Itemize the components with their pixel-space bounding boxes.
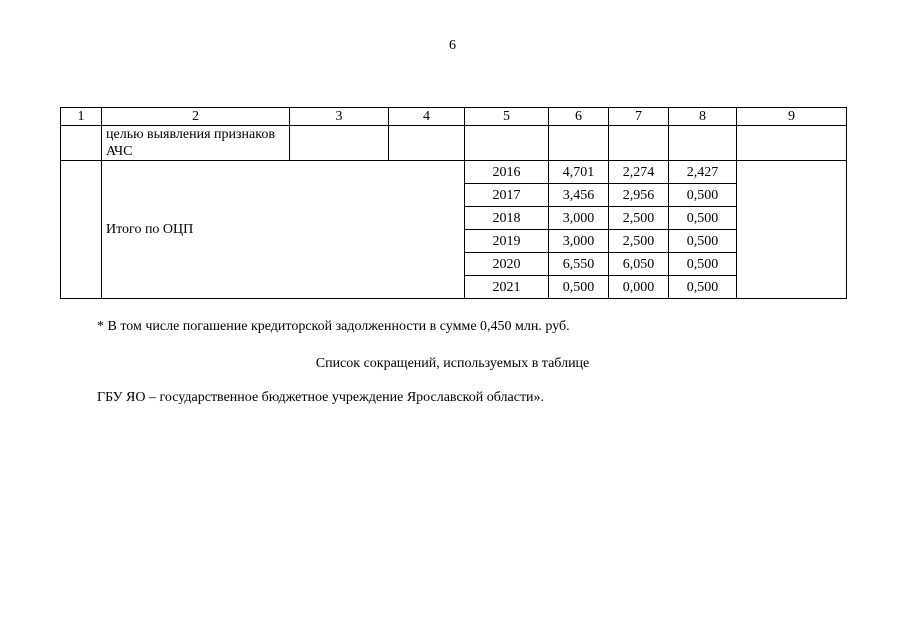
value-cell: 0,500 [549,276,609,299]
header-cell: 2 [102,108,290,126]
header-cell: 8 [669,108,737,126]
value-cell: 4,701 [549,161,609,184]
header-cell: 4 [389,108,465,126]
abbreviations-title: Список сокращений, используемых в таблице [315,356,590,371]
table-cell [549,126,609,161]
table-row [61,126,847,161]
year-cell: 2016 [465,161,549,184]
value-cell: 3,000 [549,207,609,230]
value-cell: 0,000 [609,276,669,299]
value-cell: 6,050 [609,253,669,276]
abbreviation-entry: ГБУ ЯО – государственное бюджетное учреждение Ярославской области». [97,390,545,405]
year-cell: 2019 [465,230,549,253]
value-cell: 2,500 [609,230,669,253]
table-cell [609,126,669,161]
value-cell: 0,500 [669,207,737,230]
header-cell: 5 [465,108,549,126]
year-cell: 2021 [465,276,549,299]
header-cell: 3 [290,108,389,126]
value-cell: 2,274 [609,161,669,184]
table-cell [737,161,847,299]
total-label: Итого по ОЦП [102,161,465,299]
year-cell: 2017 [465,184,549,207]
header-cell: 1 [61,108,102,126]
table-cell [737,126,847,161]
continued-row-text: целью выявления признаков АЧС [102,126,290,161]
year-cell: 2018 [465,207,549,230]
value-cell: 0,500 [669,230,737,253]
table-cell [61,161,102,299]
table-cell [465,126,549,161]
value-cell: 0,500 [669,253,737,276]
table-header-row [61,108,847,126]
table-cell [669,126,737,161]
value-cell: 3,000 [549,230,609,253]
header-cell: 6 [549,108,609,126]
value-cell: 2,427 [669,161,737,184]
table-cell [389,126,465,161]
table-cell [61,126,102,161]
value-cell: 0,500 [669,184,737,207]
value-cell: 0,500 [669,276,737,299]
data-table [60,107,847,299]
header-cell: 7 [609,108,669,126]
table-row [61,161,847,184]
value-cell: 3,456 [549,184,609,207]
table-cell [290,126,389,161]
value-cell: 6,550 [549,253,609,276]
footnote: * В том числе погашение кредиторской задолженности в сумме 0,450 млн. руб. [97,319,570,334]
header-cell: 9 [737,108,847,126]
year-cell: 2020 [465,253,549,276]
value-cell: 2,956 [609,184,669,207]
value-cell: 2,500 [609,207,669,230]
page-number: 6 [449,38,456,53]
